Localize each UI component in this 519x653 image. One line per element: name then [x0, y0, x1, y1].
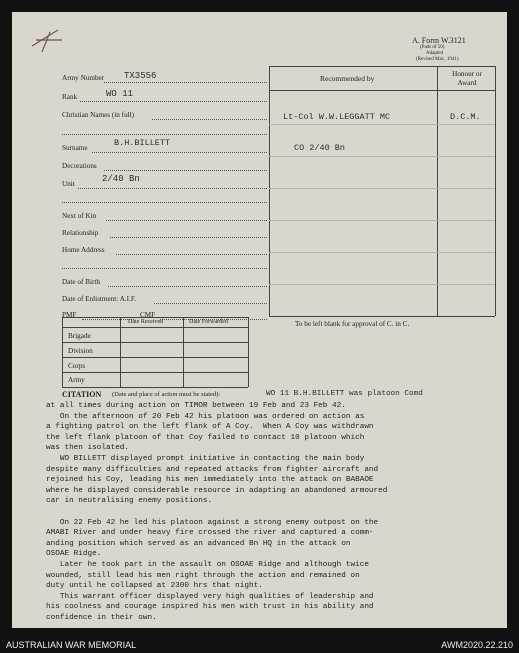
recommended-by-header: Recommended by [320, 74, 375, 83]
citation-line: AMABI River and under heavy fire crossed the river and captured a comm- [46, 529, 374, 538]
citation-line: at all times during action on TIMOR between 19 Feb and 23 Feb 42. [46, 402, 346, 410]
pencil-mark-icon [28, 26, 68, 56]
citation-line: WO 11 B.H.BILLETT was platoon Comd [266, 390, 423, 398]
rank-value: WO 11 [106, 89, 134, 99]
citation-line: a fighting patrol on the left flank of A Coy. When A Coy was withdrawn [46, 423, 374, 432]
citation-line: WO BILLETT displayed prompt initiative in contacting the main body [46, 454, 365, 463]
recommender-unit: CO 2/40 Bn [294, 143, 346, 153]
citation-line: his coolness and courage inspired his men with trust in his ability and [46, 603, 374, 612]
citation-line: anding position which served as an advanced Bn HQ in the attack on [46, 539, 351, 548]
relationship-label: Relationship [62, 229, 99, 237]
citation-line: the left flank platoon of that Coy failed to contact 10 platoon which [46, 433, 365, 442]
cmf-label: CMF [140, 311, 156, 319]
surname-value: B.H.BILLETT [114, 138, 171, 148]
citation-line: On 22 Feb 42 he led his platoon against a strong enemy outpost on the [46, 518, 379, 527]
citation-line: confidence in their own. [46, 613, 157, 622]
citation-line: where he displayed considerable resource in adapting an abandoned armoured [46, 486, 388, 495]
date-received-header: Date Received [128, 319, 164, 325]
recommender-name: Lt-Col W.W.LEGGATT MC [283, 112, 391, 122]
date-forwarded-header: Date Forwarded [189, 319, 228, 325]
citation-label: CITATION [62, 390, 102, 399]
citation-line: duty until he collapsed at 2300 hrs that night. [46, 582, 263, 591]
footer-accession-number: AWM2020.22.210 [441, 640, 513, 650]
citation-line: rejoined his Coy, leading his men immediately into the attack on BABAOE [46, 476, 374, 485]
form-pads: (Pads of 50) [420, 45, 445, 50]
army-number-value: TX3556 [124, 71, 157, 81]
citation-line: On the afternoon of 20 Feb 42 his platoon was ordered on action as [46, 412, 365, 421]
form-adapted: Adapted [426, 51, 443, 56]
pmf-label: PMF [62, 311, 77, 319]
citation-line: despite many difficulties and repeated attacks from fighter aircraft and [46, 465, 379, 474]
row-army: Army [68, 376, 85, 384]
citation-line: was then isolated. [46, 444, 130, 453]
date-of-birth-label: Date of Birth [62, 278, 100, 286]
blank-for-approval-note: To be left blank for approval of C. in C. [295, 320, 410, 328]
citation-line: wounded, still lead his men right through the action and remained on [46, 571, 360, 580]
decorations-label: Decorations [62, 162, 97, 170]
army-number-label: Army Number [62, 74, 105, 82]
citation-instruction: (Date and place of action must be stated): [112, 391, 221, 398]
citation-line: car in neutralising enemy positions. [46, 497, 213, 506]
footer-institution: AUSTRALIAN WAR MEMORIAL [6, 640, 137, 650]
unit-value: 2/40 Bn [102, 174, 140, 184]
form-number: A. Form W.3121 [412, 36, 466, 45]
next-of-kin-label: Next of Kin [62, 212, 97, 220]
citation-line: Later he took part in the assault on OSOAE Ridge and although twice [46, 560, 369, 569]
surname-label: Surname [62, 144, 88, 152]
award-value: D.C.M. [450, 112, 481, 122]
row-corps: Corps [68, 362, 86, 370]
row-division: Division [68, 347, 93, 355]
honour-award-header: Honour or Award [452, 70, 482, 87]
unit-label: Unit [62, 180, 75, 188]
archive-footer [0, 634, 519, 653]
citation-body [46, 401, 506, 623]
citation-line [46, 507, 506, 518]
citation-line: OSOAE Ridge. [46, 550, 102, 559]
christian-names-label: Christian Names (in full) [62, 111, 135, 119]
rank-label: Rank [62, 93, 78, 101]
enlistment-label: Date of Enlistment: A.I.F. [62, 295, 137, 303]
row-brigade: Brigade [68, 332, 91, 340]
form-revised: (Revised Mar., 1941) [416, 57, 459, 62]
form-sheet [12, 12, 507, 628]
citation-line: This warrant officer displayed very high qualities of leadership and [46, 592, 374, 601]
home-address-label: Home Address [62, 246, 105, 254]
